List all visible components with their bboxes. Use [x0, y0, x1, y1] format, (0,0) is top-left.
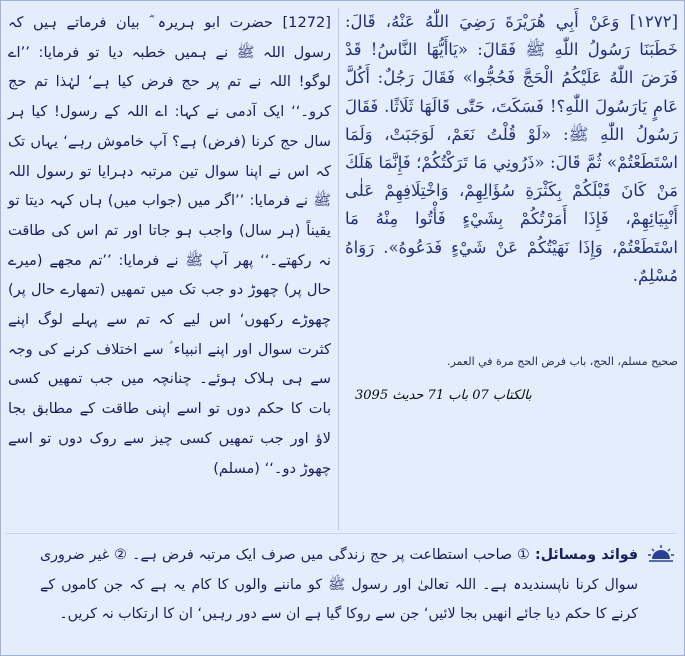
- arabic-text-column: [345, 8, 678, 290]
- urdu-translation-text: [1272] حضرت ابو ہریرہ ؓ بیان فرماتے ہیں کہ رسول اللہ ﷺ نے ہمیں خطبہ دیا تو فرمایا: ’’اے لوگو! اللہ نے تم پر حج فرض کیا ہے‘ لہٰذا تم حج کرو۔‘‘ ایک آدمی نے کہا: اے اللہ کے رسول! کیا ہر سال حج کرنا (فرض) ہے؟ آپ خاموش رہے‘ یہاں تک کہ اس نے اپنا سوال تین مرتبہ دہرایا تو رسول اللہ ﷺ نے فرمایا: ’’اگر میں (جواب میں) ہاں کہہ دیتا تو یقیناً (ہر سال) واجب ہو جاتا اور تم اس کی طاقت نہ رکھتے۔‘‘ پھر آپ ﷺ نے فرمایا: ’’تم مجھے (میرے حال پر) چھوڑ دو جب تک میں تمھیں (تمھارے حال پر) چھوڑے رکھوں‘ اس لیے کہ تم سے پہلے لوگ اپنے کثرت سوال اور اپنے انبیاء ؑ سے اختلاف کرنے کی وجہ سے ہی ہلاک ہوئے۔ چنانچہ میں جب تمھیں کسی بات کا حکم دوں تو اسے اپنی طاقت کے مطابق بجا لاؤ اور جب تمھیں کسی چیز سے روک دوں تو اسے چھوڑ دو۔‘‘ (مسلم): [8, 14, 331, 477]
- urdu-translation-column: [8, 8, 331, 483]
- section-separator: [6, 533, 677, 534]
- notes-text: ① صاحب استطاعت پر حج زندگی میں صرف ایک مرتبہ فرض ہے۔ ② غیر ضروری سوال کرنا ناپسندیدہ ہے۔ اللہ تعالیٰ اور رسول ﷺ کو ماننے والوں کا کام یہ ہے کہ جن کاموں کے کرنے کا حکم دیا جائے انھیں بجا لائیں‘ جن سے روکا گیا ہے ان سے دور رہیں‘ ان کا ارتکاب نہ کریں۔: [40, 547, 638, 622]
- benefits-and-issues: [40, 541, 638, 630]
- source-reference: صحيح مسلم، الحج، باب فرض الحج مرة في العمر.: [446, 355, 678, 368]
- arabic-hadith-text: [١٢٧٢] وَعَنْ أَبِي هُرَيْرَةَ رَضِيَ اللّٰهُ عَنْهُ، قَالَ: خَطَبَنَا رَسُولُ اللّٰهِ ﷺ فَقَالَ: «يَاأَيُّهَا النَّاسُ! قَدْ فَرَضَ اللّٰهُ عَلَيْكُمُ الْحَجَّ فَحُجُّوا» فَقَالَ رَجُلٌ: أَكُلَّ عَامٍ يَارَسُولَ اللّٰهِ؟! فَسَكَتَ، حَتّٰى قَالَهَا ثَلَاثًا. فَقَالَ رَسُولُ اللّٰهِ ﷺ: «لَوْ قُلْتُ نَعَمْ، لَوَجَبَتْ، وَلَمَا اسْتَطَعْتُمْ» ثُمَّ قَالَ: «ذَرُونِي مَا تَرَكْتُكُمْ؛ فَإِنَّمَا هَلَكَ مَنْ كَانَ قَبْلَكُمْ بِكَثْرَةِ سُؤَالِهِمْ، وَاخْتِلَافِهِمْ عَلٰى أَنْبِيَائِهِمْ، فَإِذَا أَمَرْتُكُمْ بِشَيْءٍ فَأْتُوا مِنْهُ مَا اسْتَطَعْتُمْ، وَإِذَا نَهَيْتُكُمْ عَنْ شَيْءٍ فَدَعُوهُ». رَوَاهُ مُسْلِمٌ.: [345, 12, 678, 285]
- book-chapter-number: بالكتاب 07 باب 71 حديث 3095: [355, 388, 532, 403]
- notes-title: فوائد ومسائل:: [535, 547, 638, 563]
- column-divider: [338, 8, 339, 530]
- sunrise-icon: [648, 544, 674, 562]
